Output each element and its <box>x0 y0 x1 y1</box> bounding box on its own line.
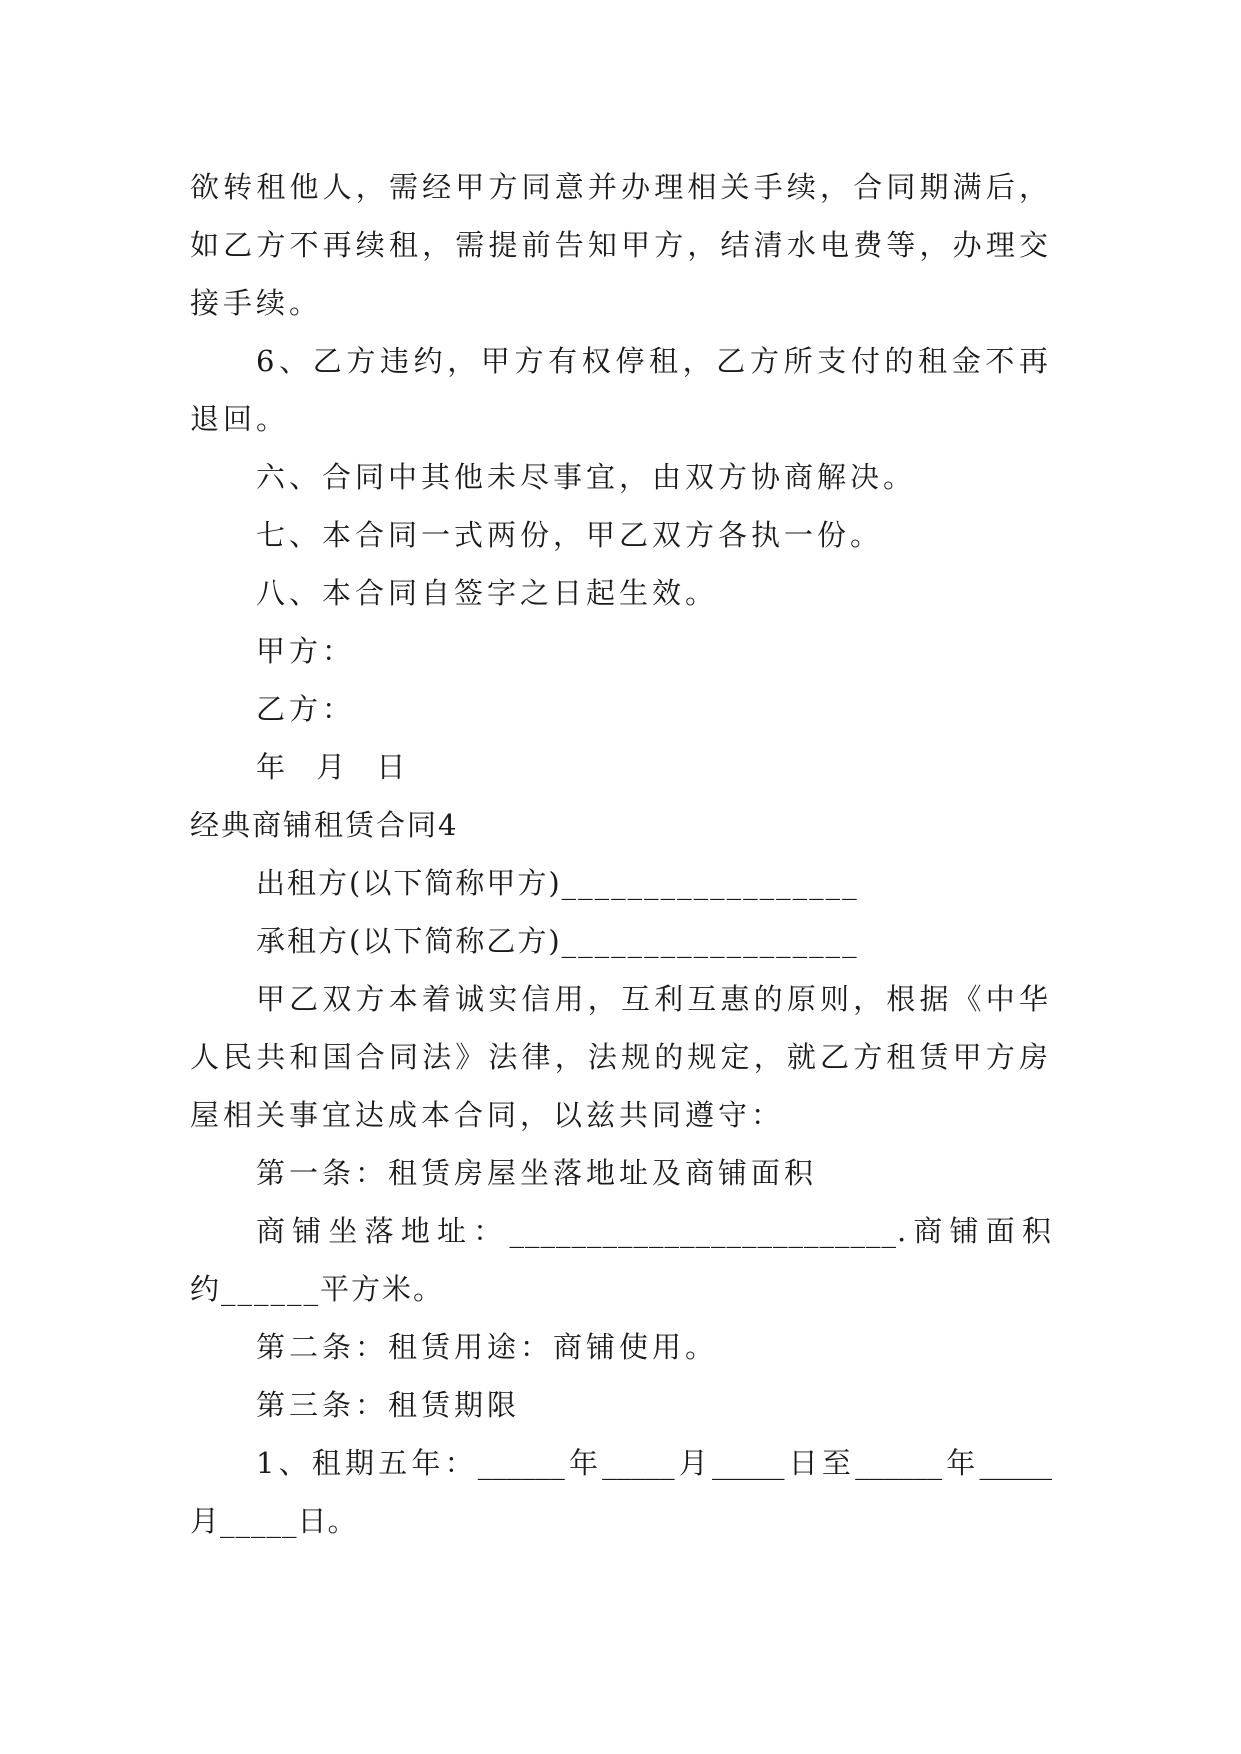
paragraph-line: 人民共和国合同法》法律，法规的规定，就乙方租赁甲方房 <box>190 1040 1052 1074</box>
section-title: 经典商铺租赁合同4 <box>190 808 459 842</box>
address-line: 商铺坐落地址：_________________________.商铺面积 <box>256 1214 1052 1248</box>
paragraph-line: 屋相关事宜达成本合同，以兹共同遵守： <box>190 1098 785 1132</box>
article-heading: 第二条：租赁用途：商铺使用。 <box>256 1330 719 1364</box>
paragraph-line: 退回。 <box>190 402 290 436</box>
term-line: 月_____日。 <box>190 1504 358 1538</box>
article-heading: 第一条：租赁房屋坐落地址及商铺面积 <box>256 1156 818 1190</box>
lessee-line: 承租方(以下简称乙方)__________________ <box>256 924 859 958</box>
signature-date: 年 月 日 <box>256 750 410 784</box>
paragraph-line: 接手续。 <box>190 286 323 320</box>
article-heading: 第三条：租赁期限 <box>256 1388 521 1422</box>
paragraph-line: 欲转租他人，需经甲方同意并办理相关手续，合同期满后， <box>190 170 1052 204</box>
paragraph-line: 八、本合同自签字之日起生效。 <box>256 576 719 610</box>
paragraph-line: 6、乙方违约，甲方有权停租，乙方所支付的租金不再 <box>256 344 1052 378</box>
paragraph-line: 七、本合同一式两份，甲乙双方各执一份。 <box>256 518 884 552</box>
area-line: 约______平方米。 <box>190 1272 445 1306</box>
paragraph-line: 如乙方不再续租，需提前告知甲方，结清水电费等，办理交 <box>190 228 1052 262</box>
paragraph-line: 甲乙双方本着诚实信用，互利互惠的原则，根据《中华 <box>256 982 1052 1016</box>
signature-party-a: 甲方： <box>256 634 356 668</box>
document-body <box>190 158 1052 1550</box>
lessor-line: 出租方(以下简称甲方)__________________ <box>256 866 859 900</box>
term-line: 1、租期五年：______年_____月_____日至______年_____ <box>256 1446 1052 1480</box>
paragraph-line: 六、合同中其他未尽事宜，由双方协商解决。 <box>256 460 917 494</box>
signature-party-b: 乙方： <box>256 692 356 726</box>
